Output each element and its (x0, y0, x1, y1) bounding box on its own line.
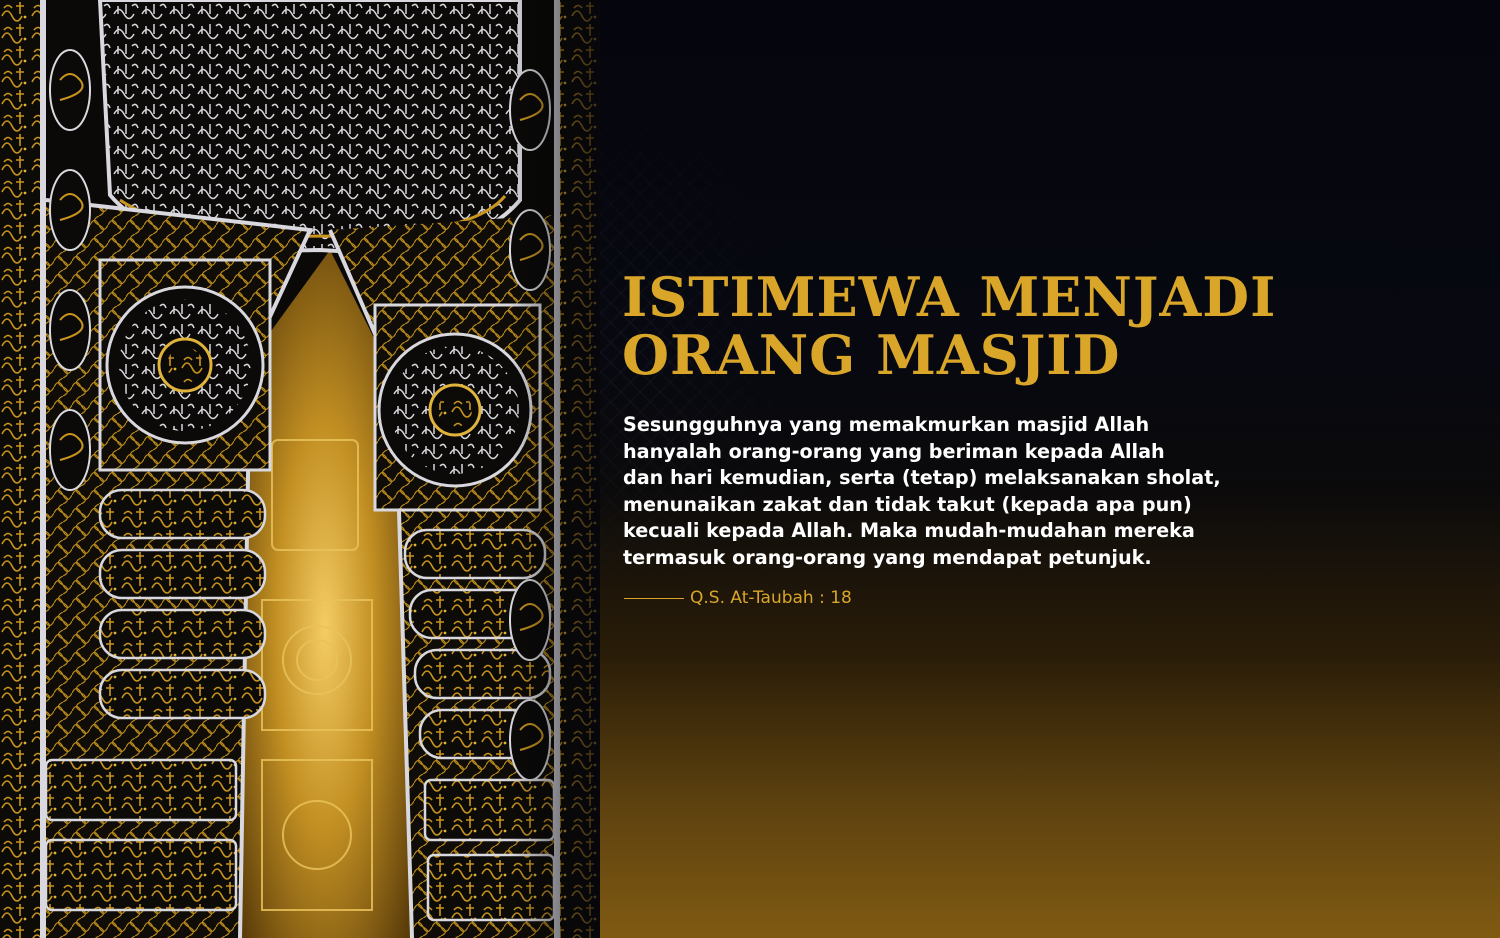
verse-line: menunaikan zakat dan tidak takut (kepada apa pun) (623, 492, 1192, 516)
citation-rule (624, 598, 684, 599)
verse-line: dan hari kemudian, serta (tetap) melaksanakan sholat, (623, 466, 1221, 489)
kiswah-door-icon (0, 0, 600, 938)
headline-line-2: ORANG MASJID (622, 323, 1121, 387)
verse-text (623, 412, 1343, 571)
verse-line: kecuali kepada Allah. Maka mudah-mudahan mereka (623, 519, 1195, 542)
verse-line: termasuk orang-orang yang mendapat petunjuk. (623, 545, 1152, 569)
citation (624, 588, 852, 608)
headline (622, 265, 1382, 387)
headline-line-1: ISTIMEWA MENJADI (622, 265, 1277, 329)
verse-line: hanyalah orang-orang yang beriman kepada Allah (623, 439, 1165, 463)
citation-reference: Q.S. At-Taubah : 18 (690, 588, 852, 608)
verse-line: Sesungguhnya yang memakmurkan masjid Allah (623, 413, 1150, 436)
